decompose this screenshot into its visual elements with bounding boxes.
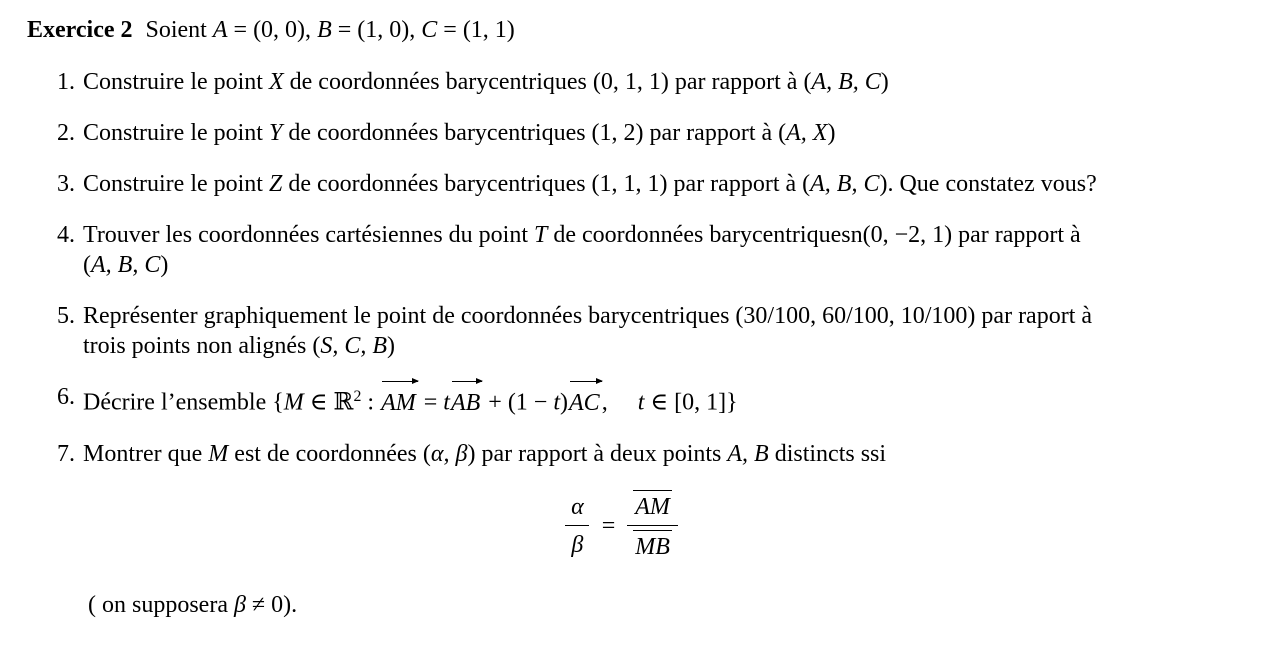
vector-letters: AC — [569, 389, 600, 416]
math-variable: X — [268, 69, 284, 95]
item-number: 5. — [57, 303, 75, 329]
text-run: Soient — [145, 17, 213, 43]
math-variable: M — [283, 389, 304, 416]
exercise-item — [57, 220, 1263, 280]
fraction-numerator — [627, 490, 678, 525]
text-run: ) — [160, 252, 169, 278]
text-run: + (1 − — [482, 389, 554, 416]
text-run: ( on supposera — [88, 591, 234, 618]
text-run: de coordonnées barycentriques (0, 1, 1) par rapport à ( — [283, 69, 812, 95]
equation-line — [88, 490, 1155, 562]
item-text — [83, 439, 886, 469]
text-run: Construire le point — [83, 69, 269, 95]
exercise-header — [27, 15, 1263, 45]
exercise-item — [57, 118, 1263, 148]
right-arrow-icon — [452, 381, 482, 383]
fraction-AM-MB — [627, 490, 678, 562]
math-variable: A, B — [727, 440, 769, 467]
text-run: = (0, 0), — [227, 17, 318, 43]
item-number: 7. — [57, 440, 75, 467]
blackboard-R: ℝ — [333, 387, 354, 416]
text-run: = (1, 0), — [331, 17, 422, 43]
text-run: Représenter graphiquement le point de coordonnées barycentriques (30/100, 60/100, 10/100) par raport à — [83, 303, 1093, 329]
text-run: ) — [880, 69, 889, 95]
item-number: 6. — [57, 384, 75, 410]
exercise-item — [57, 67, 1263, 97]
vector-overarrow — [569, 388, 600, 418]
exercise-item — [57, 439, 1263, 469]
exercise-item — [57, 169, 1263, 199]
math-variable: T — [534, 222, 548, 248]
item-text — [83, 67, 889, 97]
item-text — [83, 169, 1097, 199]
item-number: 3. — [57, 171, 75, 197]
exercise-title: Exercice 2 — [27, 17, 133, 43]
math-variable: β — [233, 591, 246, 618]
math-variable: t — [637, 389, 645, 416]
element-of-symbol: ∈ — [303, 389, 334, 416]
fraction-numerator: α — [571, 493, 584, 520]
math-variable: A, X — [786, 120, 828, 146]
item-number: 4. — [57, 222, 75, 248]
text-run: distincts ssi — [768, 440, 887, 467]
text-run: trois points non alignés ( — [83, 333, 321, 359]
right-arrow-icon — [570, 381, 602, 383]
text-run: est de coordonnées ( — [228, 440, 431, 467]
text-run: ) — [560, 389, 569, 416]
text-run: = (1, 1) — [437, 17, 515, 43]
equals-sign: = — [601, 512, 616, 539]
vector-overarrow — [381, 388, 416, 418]
exercise-item — [57, 301, 1263, 361]
text-run: ) par rapport à deux points — [467, 440, 728, 467]
vector-overarrow — [451, 388, 480, 418]
fraction-alpha-beta — [565, 492, 590, 560]
text-run: ) — [827, 120, 836, 146]
math-variable: t — [443, 389, 450, 416]
overline-MB: MB — [633, 530, 672, 562]
math-variable: Z — [268, 171, 283, 197]
text-run: Décrire l’ensemble { — [83, 389, 284, 416]
math-variable: S, C, B — [320, 333, 387, 359]
text-run: ( — [83, 252, 91, 278]
fraction-denominator: β — [565, 525, 589, 560]
text-run: Construire le point — [83, 171, 269, 197]
vector-letters: AB — [450, 389, 481, 416]
math-variable: A, B, C — [810, 171, 880, 197]
display-equation — [88, 490, 1155, 562]
math-variable: M — [208, 440, 229, 467]
text-run: = — [417, 389, 444, 416]
vector-letters: AM — [381, 389, 416, 416]
text-run: Construire le point — [83, 120, 269, 146]
text-run: ). Que constatez vous? — [879, 171, 1097, 197]
text-run: ∈ [0, 1]} — [644, 389, 738, 416]
math-variable: Y — [268, 120, 283, 146]
math-variable: t — [553, 389, 561, 416]
exercise-item — [57, 382, 1263, 418]
item-text — [83, 220, 1081, 280]
exponent: 2 — [353, 388, 362, 405]
math-variable: α, β — [430, 440, 468, 467]
math-variable: A, B, C — [91, 252, 161, 278]
math-variable: C — [421, 17, 438, 43]
text-run: ) — [387, 333, 395, 359]
math-variable: B — [317, 17, 332, 43]
math-variable: A — [212, 17, 228, 43]
fraction-denominator — [627, 525, 678, 562]
text-run: ≠ 0). — [245, 591, 298, 618]
item-number: 2. — [57, 120, 75, 146]
footnote — [88, 590, 1263, 620]
text-run: de coordonnées barycentriques (1, 2) par rapport à ( — [282, 120, 787, 146]
exercise-list — [57, 67, 1263, 469]
text-run: , — [601, 389, 608, 416]
math-variable: A, B, C — [811, 69, 881, 95]
item-text — [83, 382, 738, 418]
text-run: de coordonnées barycentriquesn(0, −2, 1) par rapport à — [547, 222, 1081, 248]
text-run: de coordonnées barycentriques (1, 1, 1) par rapport à ( — [282, 171, 811, 197]
right-arrow-icon — [382, 381, 418, 383]
text-run: Trouver les coordonnées cartésiennes du point — [83, 222, 535, 248]
overline-AM: AM — [633, 490, 672, 522]
text-run: : — [361, 389, 381, 416]
item-number: 1. — [57, 69, 75, 95]
item-text — [83, 301, 1092, 361]
item-text — [83, 118, 835, 148]
text-run: Montrer que — [83, 440, 209, 467]
